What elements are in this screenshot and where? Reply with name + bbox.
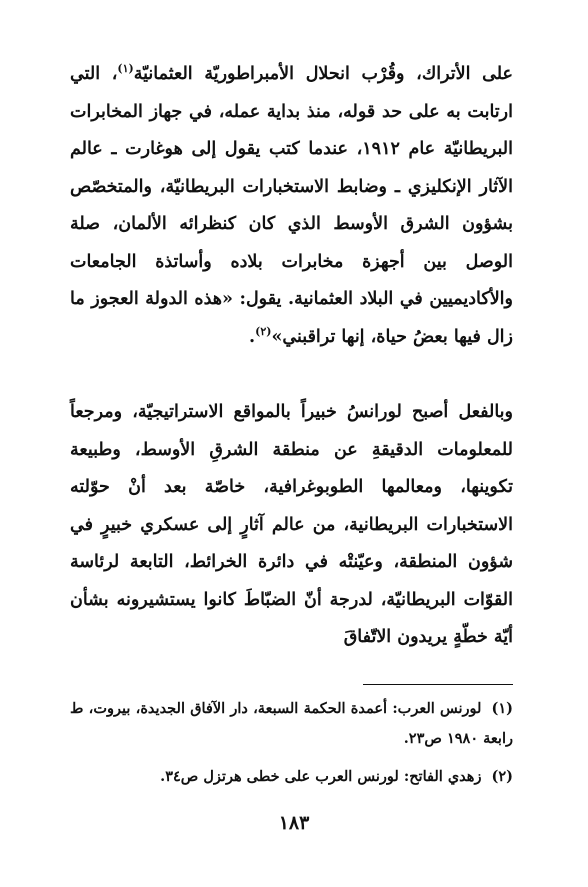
footnote-2 [70, 762, 513, 792]
footnote-1 [70, 694, 513, 754]
footnote-separator [363, 684, 513, 685]
main-text [70, 56, 513, 657]
footnote-number: (٢) [491, 768, 513, 785]
paragraph-1-text: على الأتراك، وقُرْب انحلال الأمبراطوريّة العثمانيّة [133, 64, 513, 84]
footnotes [70, 694, 513, 800]
paragraph-1-text-cont: ، التي ارتابت به على حد قوله، منذ بداية عمله، في جهاز المخابرات البريطانيّة عام ١٩١٢، عندما كتب يقول إلى هوغارت ـ عالم الآثار الإنكليزي ـ وضابط الاستخبارات البريطانيّة، والمتخصّص بشؤون الشرق الأوسط الذي كان كنظرائه الألمان، صلة الوصل بين أجهزة مخابرات بلاده وأساتذة الجامعات والأكاديميين في البلاد العثمانية. يقول: «هذه الدولة العجوز ما زال فيها بعضُ حياة، إنها تراقبني» [70, 64, 513, 347]
paragraph-1-end: . [249, 326, 256, 347]
footnote-ref-1: (١) [117, 62, 134, 76]
paragraph-1 [70, 56, 513, 356]
footnote-number: (١) [491, 700, 513, 717]
footnote-text: لورنس العرب: أعمدة الحكمة السبعة، دار الآفاق الجديدة، بيروت، ط رابعة ١٩٨٠ ص٢٣. [70, 700, 513, 747]
footnote-text: زهدي الفاتح: لورنس العرب على خطى هرتزل ص٣٤. [160, 768, 482, 785]
footnote-ref-2: (٢) [255, 324, 272, 338]
page-number: ١٨٣ [278, 812, 310, 834]
paragraph-2: وبالفعل أصبح لورانسُ خبيراً بالمواقع الاستراتيجيّة، ومرجعاً للمعلومات الدقيقةِ عن منطقة الشرقِ الأوسط، وطبيعة تكوينها، ومعالمها الطوبوغرافية، خاصّة بعد أنْ حوّلته الاستخبارات البريطانية، من عالم آثارٍ إلى عسكري خبيرٍ في شؤون المنطقة، وعيّنتْه في دائرة الخرائط، التابعة لرئاسة القوّات البريطانيّة، لدرجة أنّ الضبّاطَ كانوا يستشيرونه بشأن أيّة خطّةٍ يريدون الاتّفاقَ [70, 402, 513, 647]
